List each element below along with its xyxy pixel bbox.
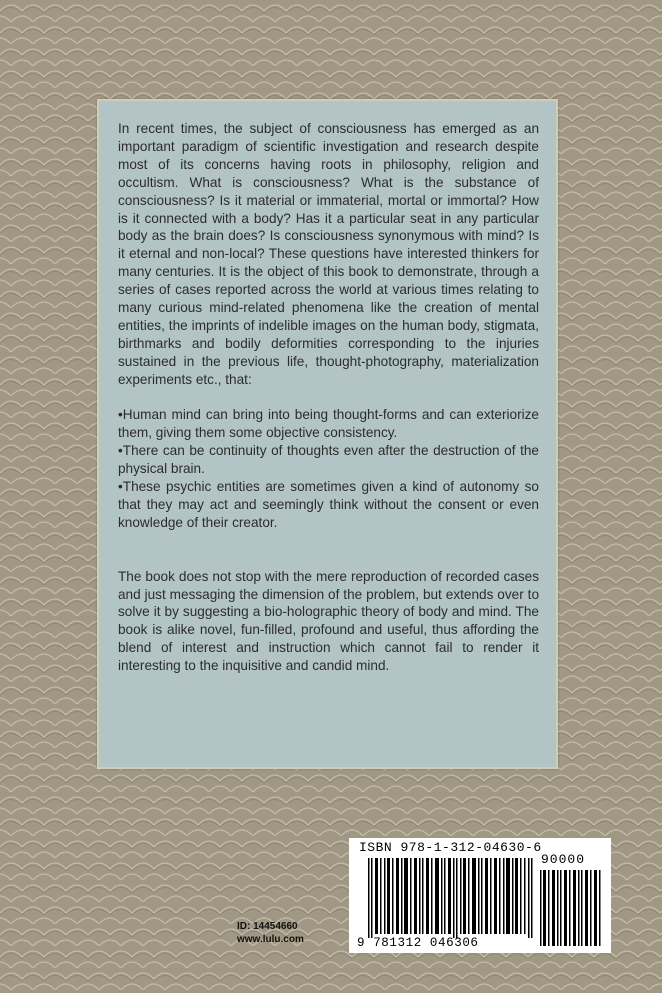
publisher-info	[237, 920, 317, 946]
blurb-point: •Human mind can bring into being thought-forms and can exteriorize them, giving them some objective consistency.	[118, 407, 539, 441]
blurb-closing-paragraph: The book does not stop with the mere reproduction of recorded cases and just messaging the dimension of the problem, but extends over to solve it by suggesting a bio-holographic theory of body and mind. The book is alike novel, fun-filled, profound and useful, thus affording the blend of interest and instruction which cannot fail to render it interesting to the inquisitive and candid mind.	[118, 568, 539, 674]
blurb-point: •These psychic entities are sometimes given a kind of autonomy so that they may act and seemingly think without the consent or even knowledge of their creator.	[118, 479, 539, 530]
price-code: 90000	[541, 852, 586, 867]
ean-digits: 9 781312 046306	[357, 936, 479, 950]
isbn-label: ISBN 978-1-312-04630-6	[359, 840, 542, 855]
blurb-point: •There can be continuity of thoughts even after the destruction of the physical brain.	[118, 443, 539, 477]
blurb-text	[118, 120, 539, 675]
isbn-barcode	[349, 838, 611, 953]
blurb-panel	[97, 99, 558, 769]
publisher-id: ID: 14454660	[237, 921, 298, 932]
blurb-intro-paragraph: In recent times, the subject of consciousness has emerged as an important paradigm of scientific investigation and research despite most of its concerns having roots in philosophy, religion and occultism. What is consciousness? What is the substance of consciousness? Is it material or immaterial, mortal or immortal? How is it connected with a body? Has it a particular seat in any particular body as the brain does? Is consciousness synonymous with mind? Is it eternal and non-local? These questions have interested thinkers for many centuries. It is the object of this book to demonstrate, through a series of cases reported across the world at various times relating to many curious mind-related phenomena like the creation of mental entities, the imprints of indelible images on the human body, stigmata, birthmarks and bodily deformities corresponding to the injuries sustained in the previous life, thought-photography, materialization experiments etc., that:	[118, 121, 539, 387]
publisher-website: www.lulu.com	[237, 934, 304, 945]
